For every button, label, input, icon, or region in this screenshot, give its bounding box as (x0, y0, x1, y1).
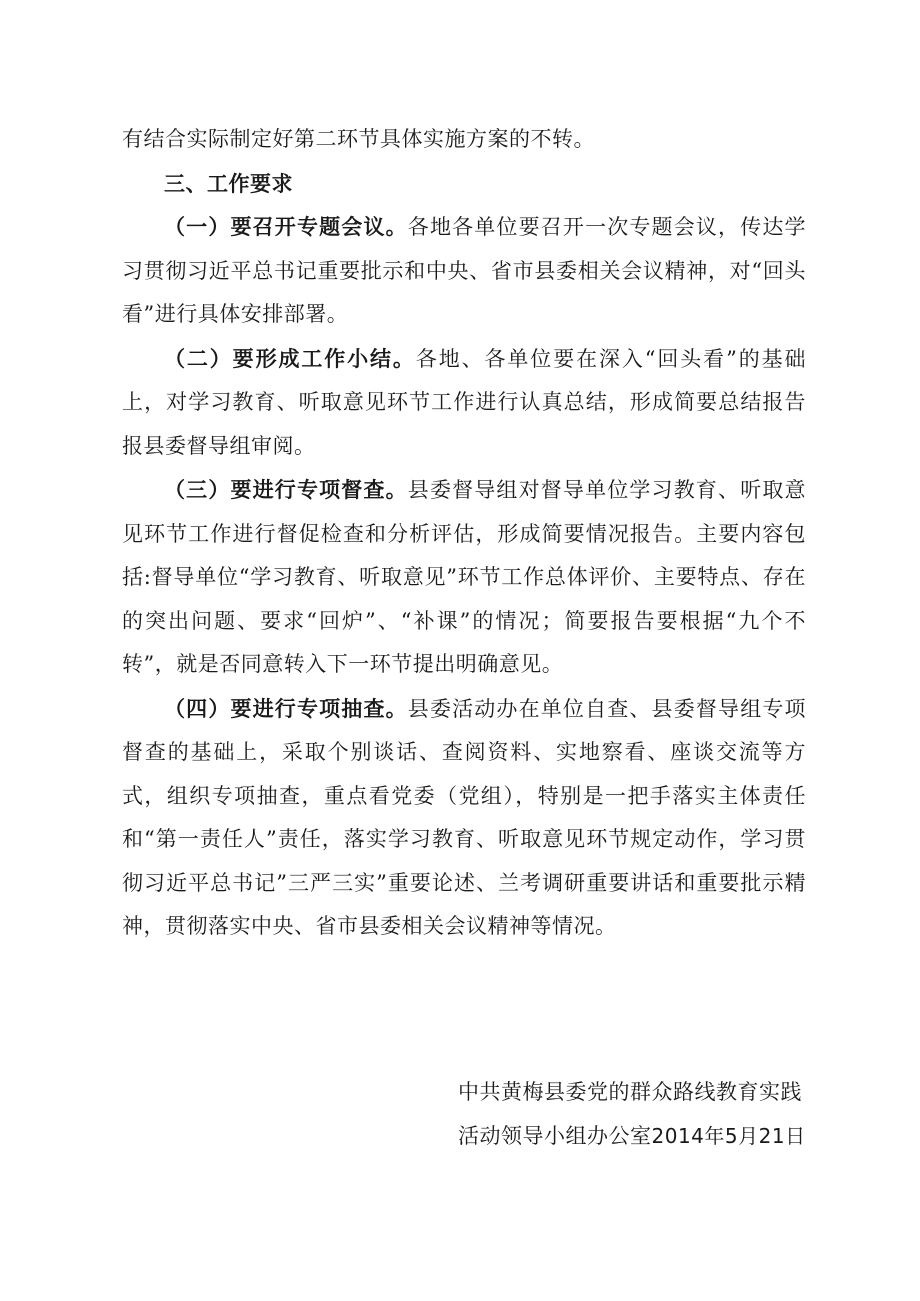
requirement-item-4-body: 县委活动办在单位自查、县委督导组专项督查的基础上，采取个别谈话、查阅资料、实地察看、座谈交流等方式，组织专项抽查，重点看党委（党组），特别是一把手落实主体责任和“第一责任人”责任，落实学习教育、听取意见环节规定动作，学习贯彻习近平总书记”三严三实”重要论述、兰考调研重要讲话和重要批示精神，贯彻落实中央、省市县委相关会议精神等情况。 (122, 696, 807, 938)
signature-date: 2014年5月21日 (651, 1124, 806, 1148)
requirement-item-3 (122, 468, 806, 687)
requirement-item-2-body: 各地、各单位要在深入“回头看”的基础上，对学习教育、听取意见环节工作进行认真总结，形成简要总结报告报县委督导组审阅。 (122, 346, 806, 458)
section-heading: 三、工作要求 (164, 170, 293, 196)
requirement-item-3-title: （三）要进行专项督查。 (164, 477, 408, 502)
requirement-item-2 (122, 337, 806, 469)
signature-block (458, 1070, 818, 1158)
signature-org-line-2 (458, 1114, 818, 1158)
requirement-item-1-body: 各地各单位要召开一次专题会议，传达学习贯彻习近平总书记重要批示和中央、省市县委相关会议精神，对“回头看”进行具体安排部署。 (122, 215, 807, 326)
signature-org-line-1: 中共黄梅县委党的群众路线教育实践 (458, 1080, 802, 1104)
requirement-item-1-title: （一）要召开专题会议。 (164, 214, 408, 239)
requirement-item-4-title: （四）要进行专项抽查。 (164, 695, 408, 721)
requirement-item-1 (122, 205, 806, 337)
requirement-item-4 (122, 687, 806, 949)
requirement-item-3-body: 县委督导组对督导单位学习教育、听取意见环节工作进行督促检查和分析评估，形成简要情况报告。主要内容包括:督导单位“学习教育、听取意见”环节工作总体评价、主要特点、存在的突出问题、要求“回炉”、“补课”的情况；简要报告要根据“九个不转”，就是否同意转入下一环节提出明确意见。 (122, 478, 807, 676)
requirement-item-2-title: （二）要形成工作小结。 (164, 345, 416, 371)
document-body (122, 118, 806, 949)
continuation-paragraph: 有结合实际制定好第二环节具体实施方案的不转。 (122, 127, 595, 151)
signature-org-name: 活动领导小组办公室 (458, 1124, 652, 1148)
